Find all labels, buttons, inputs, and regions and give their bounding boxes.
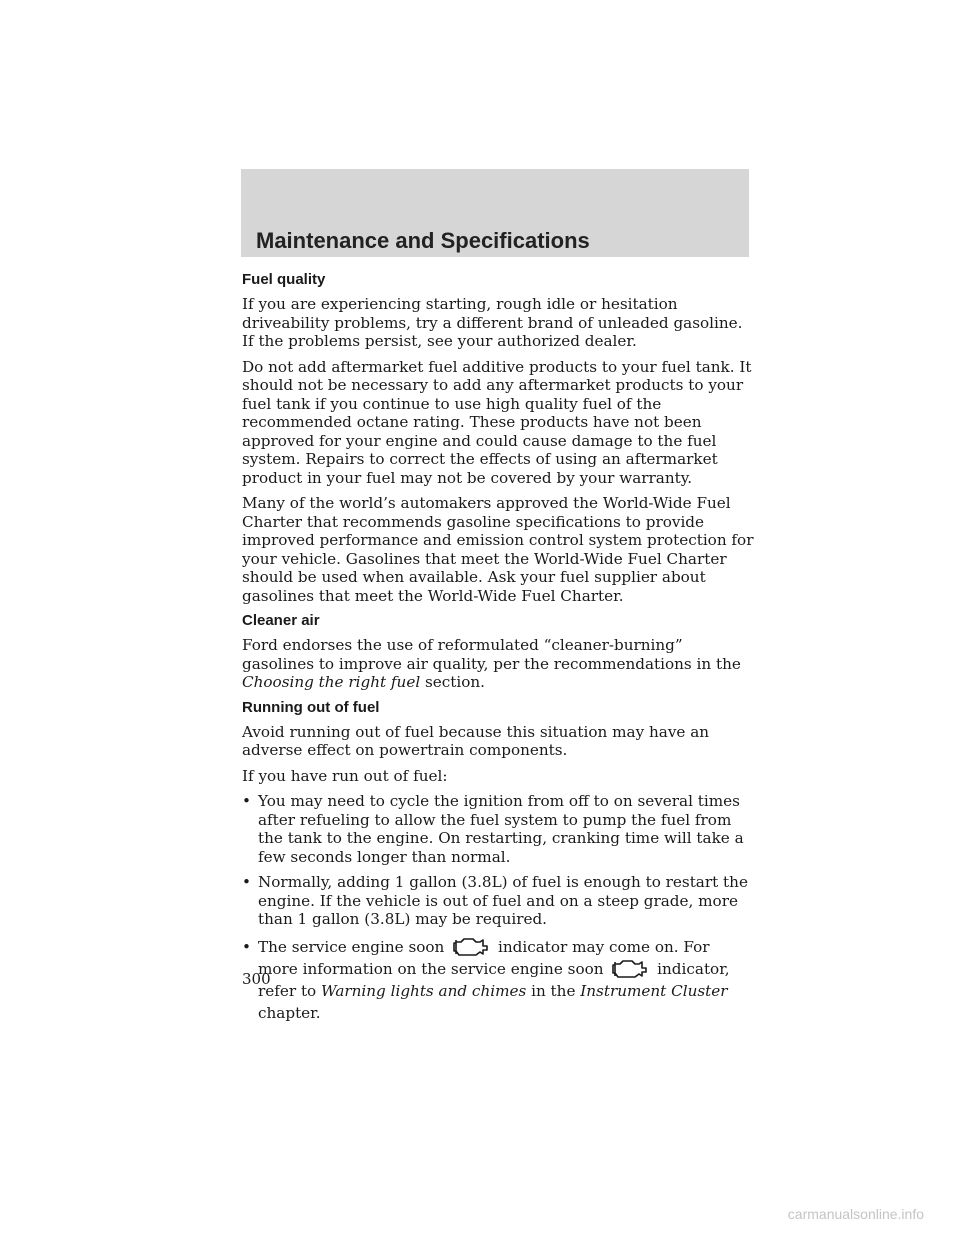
list-item: [242, 873, 754, 929]
list-item-text: Normally, adding 1 gallon (3.8L) of fuel is enough to restart the engine. If the vehicle is out of fuel and on a steep grade, more than 1 gallon (3.8L) may be required.: [258, 873, 748, 928]
list-item-text: chapter.: [258, 1003, 321, 1022]
paragraph: Do not add aftermarket fuel additive products to your fuel tank. It should not be necessary to add any aftermarket products to your fuel tank if you continue to use high quality fuel of the recommended octane rating. These products have not been approved for your engine and could cause damage to the fuel system. Repairs to correct the effects of using an aftermarket product in your fuel may not be covered by your warranty.: [242, 357, 752, 487]
paragraph: [242, 636, 754, 692]
list-item-text: indicator, refer to: [258, 959, 730, 1000]
paragraph: Many of the world’s automakers approved the World-Wide Fuel Charter that recommends gasoline specifications to provide improved performance and emission control system protection for your vehicle. Gasolines that meet the World-Wide Fuel Charter should be used when available. Ask your fuel supplier about gasolines that meet the World-Wide Fuel Charter.: [242, 494, 754, 605]
bullet-list: [242, 792, 754, 1024]
check-engine-icon: [610, 958, 650, 980]
cross-reference: Instrument Cluster: [580, 981, 728, 1000]
bullet-mark: •: [242, 873, 251, 891]
paragraph-text: section.: [425, 673, 486, 691]
list-item-text: indicator may come on. For more information on the service engine soon: [258, 937, 710, 978]
main-content: [242, 271, 754, 1031]
heading-cleaner-air: Cleaner air: [242, 612, 320, 629]
watermark: carmanualsonline.info: [787, 1206, 924, 1222]
bullet-mark: •: [242, 792, 251, 810]
paragraph: If you have run out of fuel:: [242, 766, 448, 785]
paragraph-text: Ford endorses the use of reformulated “cleaner-burning” gasolines to improve air quality, per the recommendations in the: [242, 636, 741, 673]
heading-running-out: Running out of fuel: [242, 698, 380, 716]
bullet-mark: •: [242, 937, 251, 956]
cross-reference: Choosing the right fuel: [242, 673, 421, 691]
list-item: [242, 792, 754, 866]
list-item-text: in the: [531, 981, 576, 1000]
list-item-text: The service engine soon: [258, 937, 445, 956]
list-item-text: You may need to cycle the ignition from off to on several times after refueling to allow the fuel system to pump the fuel from the tank to the engine. On restarting, cranking time will take a few seconds longer than normal.: [258, 792, 744, 866]
cross-reference: Warning lights and chimes: [321, 981, 527, 1000]
paragraph: If you are experiencing starting, rough idle or hesitation driveability problems, try a different brand of unleaded gasoline. If the problems persist, see your authorized dealer.: [242, 295, 743, 350]
page-number: 300: [242, 970, 271, 988]
page-title: Maintenance and Specifications: [256, 228, 590, 253]
paragraph: Avoid running out of fuel because this situation may have an adverse effect on powertrain components.: [242, 722, 710, 759]
list-item: [242, 936, 754, 1024]
check-engine-icon: [451, 936, 491, 958]
heading-fuel-quality: Fuel quality: [242, 271, 326, 288]
